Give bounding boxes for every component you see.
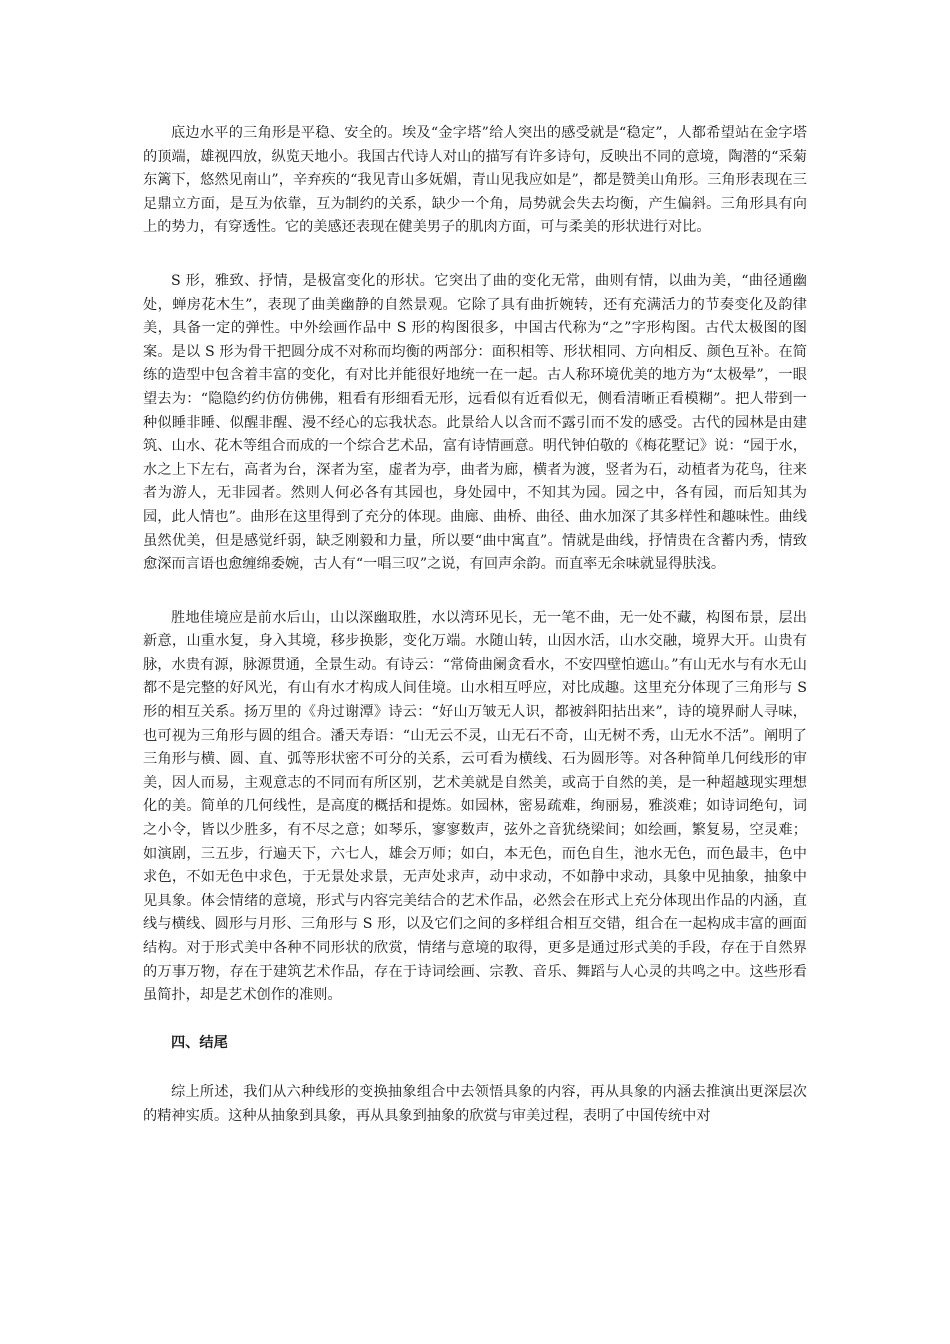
paragraph-triangle: 底边水平的三角形是平稳、安全的。埃及“金字塔”给人突出的感受就是“稳定”，人都希望站在金字塔的顶端，雄视四放，纵览天地小。我国古代诗人对山的描写有许多诗句，反映出不同的意境，陶潜的“采菊东篱下，悠然见南山”，辛弃疾的“我见青山多妩媚，青山见我应如是”，都是赞美山角形。三角形表现在三足鼎立方面，是互为依靠，互为制约的关系，缺少一个角，局势就会失去均衡，产生偏斜。三角形具有向上的势力，有穿透性。它的美感还表现在健美男子的肌肉方面，可与柔美的形状进行对比。 [143, 125, 807, 236]
paragraph-landscape: 胜地佳境应是前水后山，山以深幽取胜，水以湾环见长，无一笔不曲，无一处不藏，构图布景，层出新意，山重水复，身入其境，移步换影，变化万端。水随山转，山因水活，山水交融，境界大开。山贵有脉，水贵有源，脉源贯通，全景生动。有诗云：“常倚曲阑贪看水，不安四壁怕遮山。”有山无水与有水无山都不是完整的好风光，有山有水才构成人间佳境。山水相互呼应，对比成趣。这里充分体现了三角形与 S 形的相互关系。扬万里的《舟过谢潭》诗云：“好山万皱无人识，都被斜阳拈出来”，诗的境界耐人寻味，也可视为三角形与圆的组合。潘天寿语：“山无云不灵，山无石不奇，山无树不秀，山无水不活”。阐明了三角形与横、圆、直、弧等形状密不可分的关系，云可看为横线、石为圆形等。对各种简单几何线形的审美，因人而易，主观意志的不同而有所区别，艺术美就是自然美，或高于自然的美，是一种超越现实理想化的美。简单的几何线性，是高度的概括和提炼。如园林，密易疏难，绚丽易，雅淡难；如诗词绝句，词之小令，皆以少胜多，有不尽之意；如琴乐，寥寥数声，弦外之音犹绕梁间；如绘画，繁复易，空灵难；如演剧，三五步，行遍天下，六七人，雄会万师；如白，本无色，而色自生，池水无色，而色最丰，色中求色，不如无色中求色，于无景处求景，无声处求声，动中求动，不如静中求动，具象中见抽象，抽象中见具象。体会情绪的意境，形式与内容完美结合的艺术作品，必然会在形式上充分体现出作品的内涵，直线与横线、圆形与月形、三角形与 S 形，以及它们之间的多样组合相互交错，组合在一起构成丰富的画面结构。对于形式美中各种不同形状的欣赏，情绪与意境的取得，更多是通过形式美的手段，存在于自然界的万事万物，存在于建筑艺术作品，存在于诗词绘画、宗教、音乐、舞蹈与人心灵的共鸣之中。这些形看虽简扑，却是艺术创作的准则。 [143, 609, 807, 1004]
paragraph-conclusion: 综上所述，我们从六种线形的变换抽象组合中去领悟具象的内容，再从具象的内涵去推演出更深层次的精神实质。这种从抽象到具象，再从具象到抽象的欣赏与审美过程，表明了中国传统中对 [143, 1084, 807, 1124]
paragraph-s-shape: S 形，雅致、抒情，是极富变化的形状。它突出了曲的变化无常，曲则有情，以曲为美，“曲径通幽处，蝉房花木生”，表现了曲美幽静的自然景观。它除了具有曲折婉转，还有充满活力的节奏变化及韵律美，具备一定的弹性。中外绘画作品中 S 形的构图很多，中国古代称为“之”字形构图。古代太极图的图案。是以 S 形为骨干把圆分成不对称而均衡的两部分：面积相等、形状相同、方向相反、颜色互补。在简练的造型中包含着丰富的变化，有对比并能很好地统一在一起。古人称环境优美的地方为“太极晕”，一眼望去为：“隐隐约约仿仿佛佛，粗看有形细看无形，远看似有近看似无，侧看清晰正看模糊”。把人带到一种似睡非睡、似醒非醒、漫不经心的忘我状态。此景给人以含而不露引而不发的感受。古代的园林是由建筑、山水、花木等组合而成的一个综合艺术品，富有诗情画意。明代钟伯敬的《梅花墅记》说：“园于水，水之上下左右，高者为台，深者为室，虚者为亭，曲者为廊，横者为渡，竖者为石，动植者为花鸟，往来者为游人，无非园者。然则人何必各有其园也，身处园中，不知其为园。园之中，各有园，而后知其为园，此人情也”。曲形在这里得到了充分的体现。曲廊、曲桥、曲径、曲水加深了其多样性和趣味性。曲线虽然优美，但是感觉纤弱，缺乏刚毅和力量，所以要“曲中寓直”。情就是曲线，抒情贵在含蓄内秀，情致愈深而言语也愈缠绵委婉，古人有“一唱三叹”之说，有回声余韵。而直率无余味就显得肤浅。 [143, 272, 807, 573]
document-page [143, 122, 807, 1129]
section-heading: 四、结尾 [171, 1034, 228, 1051]
